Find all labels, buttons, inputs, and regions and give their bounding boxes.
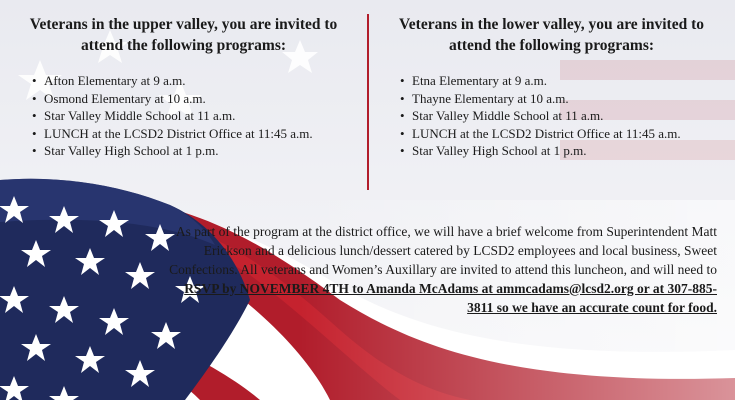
list-item: • Star Valley High School at 1 p.m. [412,142,719,160]
luncheon-info-paragraph [165,222,717,317]
lower-valley-program-list [384,72,719,160]
list-item: • Thayne Elementary at 10 a.m. [412,90,719,108]
list-item: • Star Valley Middle School at 11 a.m. [44,107,351,125]
list-item: • Star Valley Middle School at 11 a.m. [412,107,719,125]
rsvp-instructions: RSVP by NOVEMBER 4TH to Amanda McAdams at ammcadams@lcsd2.org or at 307-885-3811 so we have an accurate count for food. [184,280,717,315]
lower-valley-column [384,14,719,160]
upper-valley-program-list [16,72,351,160]
lower-valley-heading: Veterans in the lower valley, you are invited to attend the following programs: [399,16,704,54]
column-divider [367,14,369,190]
list-item: • LUNCH at the LCSD2 District Office at 11:45 a.m. [412,125,719,143]
upper-valley-heading: Veterans in the upper valley, you are invited to attend the following programs: [29,16,338,54]
upper-valley-column [16,14,351,160]
list-item: • Afton Elementary at 9 a.m. [44,72,351,90]
list-item: • Star Valley High School at 1 p.m. [44,142,351,160]
list-item: • LUNCH at the LCSD2 District Office at 11:45 a.m. [44,125,351,143]
list-item: • Osmond Elementary at 10 a.m. [44,90,351,108]
luncheon-info-text: As part of the program at the district office, we will have a brief welcome from Superintendent Matt Erickson and a delicious lunch/dessert catered by LCSD2 employees and local business, Sweet Confections. All veterans and Women’s Auxillary are invited to attend this luncheon, and will need to [169,223,717,277]
list-item: • Etna Elementary at 9 a.m. [412,72,719,90]
